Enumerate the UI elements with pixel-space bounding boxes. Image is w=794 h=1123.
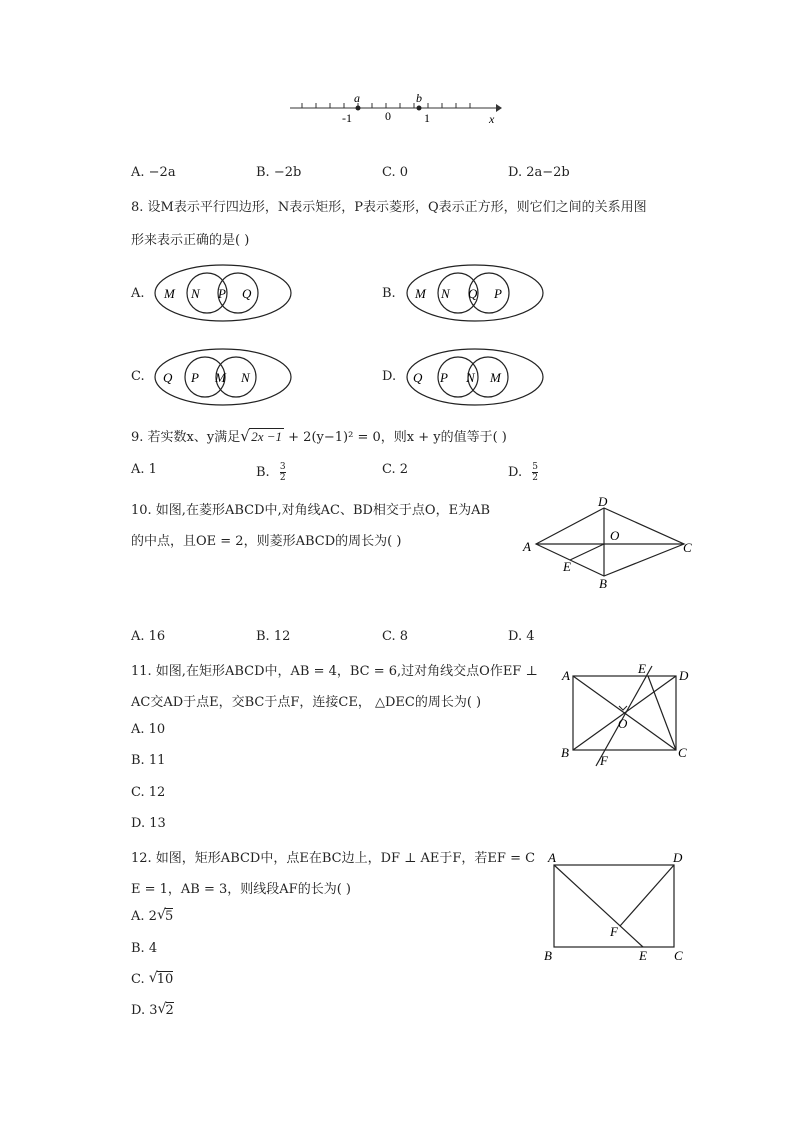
number-line-arrow [496, 104, 502, 112]
q11-label-D: D [679, 668, 689, 683]
q12-option-c-sqrt [149, 972, 174, 987]
venn-a-Q: Q [242, 286, 252, 301]
q8-stem-line2: 形来表示正确的是( ) [131, 233, 250, 248]
q12-option-a [131, 909, 173, 924]
q11-label-A: A [562, 668, 570, 683]
q12-option-d-radicand: 2 [165, 1003, 174, 1018]
venn-c-N: N [241, 370, 250, 385]
q12-rectangle-figure [538, 848, 698, 966]
q8-option-b-label: B. [382, 286, 396, 301]
q11-label-F: F [600, 753, 608, 768]
q12-option-d [131, 1003, 174, 1018]
q9-b-numerator: 3 [279, 462, 286, 472]
q7-option-a: A. −2a [131, 165, 176, 180]
q9-fraction-d [532, 462, 538, 483]
q9-option-a: A. 1 [131, 462, 157, 477]
q11-option-c: C. 12 [131, 785, 166, 800]
q8-venn-d [402, 344, 550, 410]
q11-label-E: E [638, 661, 646, 676]
venn-c-Q: Q [163, 370, 173, 385]
q7-option-c: C. 0 [382, 165, 409, 180]
q8-venn-a [150, 260, 298, 326]
q10-option-d: D. 4 [508, 629, 535, 644]
q10-option-a: A. 16 [131, 629, 166, 644]
q9-option-b-label: B. [256, 465, 270, 480]
q8-stem-line1: 8. 设M表示平行四边形，N表示矩形，P表示菱形，Q表示正方形，则它们之间的关系用图 [131, 200, 647, 215]
venn-c-P: P [191, 370, 199, 385]
q9-b-denominator: 2 [279, 473, 286, 483]
q11-stem-line1: 11. 如图,在矩形ABCD中，AB = 4，BC = 6,过对角线交点O作EF ⊥ [131, 664, 538, 679]
number-line-ticks [302, 103, 470, 108]
q9-option-b [256, 462, 286, 483]
q12-option-d-sqrt [158, 1003, 174, 1018]
q10-rhombus-figure [518, 494, 698, 594]
q12-label-F: F [610, 924, 618, 939]
q11-label-B: B [561, 745, 569, 760]
q10-label-B: B [599, 576, 607, 591]
q11-stem-line2: AC交AD于点E，交BC于点F，连接CE， △DEC的周长为( ) [131, 695, 482, 710]
q9-stem-pre: 9. 若实数x、y满足 [131, 430, 241, 445]
q12-option-a-sqrt [157, 909, 173, 924]
q10-stem-line1: 10. 如图,在菱形ABCD中,对角线AC、BD相交于点O，E为AB [131, 503, 491, 518]
label-b: b [416, 91, 422, 105]
q12-option-c [131, 972, 173, 987]
q9-stem [131, 426, 507, 445]
q12-stem-line2: E = 1，AB = 3，则线段AF的长为( ) [131, 882, 351, 897]
q9-stem-post: + 2(y−1)² = 0，则x + y的值等于( ) [284, 430, 507, 445]
point-a [356, 106, 361, 111]
point-b [417, 106, 422, 111]
venn-b-M: M [415, 286, 426, 301]
label-neg1: -1 [342, 111, 352, 125]
q9-d-numerator: 5 [532, 462, 538, 472]
venn-b-P: P [494, 286, 502, 301]
q11-label-O: O [618, 716, 628, 731]
q12-option-d-pre: D. 3 [131, 1003, 158, 1018]
q7-option-d: D. 2a−2b [508, 165, 570, 180]
q9-option-c: C. 2 [382, 462, 409, 477]
radical-sign-icon: √ [156, 907, 166, 923]
venn-b-N: N [441, 286, 450, 301]
q10-option-c: C. 8 [382, 629, 409, 644]
venn-c-M: M [215, 370, 226, 385]
q12-label-C: C [674, 948, 683, 963]
q12-stem-line1: 12. 如图，矩形ABCD中，点E在BC边上，DF ⊥ AE于F，若EF = C [131, 851, 536, 866]
q12-label-A: A [548, 850, 556, 865]
q11-option-b: B. 11 [131, 753, 166, 768]
q10-stem-line2: 的中点，且OE = 2，则菱形ABCD的周长为( ) [131, 534, 402, 549]
q10-option-b: B. 12 [256, 629, 291, 644]
q8-option-c-label: C. [131, 369, 145, 384]
radical-sign-icon: √ [157, 1001, 167, 1017]
q7-option-b: B. −2b [256, 165, 302, 180]
q10-label-O: O [610, 528, 620, 543]
q8-venn-b [402, 260, 550, 326]
radical-sign-icon: √ [148, 970, 158, 986]
q12-label-B: B [544, 948, 552, 963]
q12-option-c-radicand: 10 [156, 972, 174, 987]
venn-d-P: P [440, 370, 448, 385]
q8-venn-c [150, 344, 298, 410]
q11-option-a: A. 10 [131, 722, 166, 737]
venn-d-M: M [490, 370, 501, 385]
venn-d-Q: Q [413, 370, 423, 385]
label-a: a [354, 91, 360, 105]
q11-option-d: D. 13 [131, 816, 166, 831]
venn-d-N: N [466, 370, 475, 385]
q11-rectangle-figure [556, 660, 706, 772]
venn-a-M: M [164, 286, 175, 301]
q10-label-C: C [683, 540, 692, 555]
venn-a-N: N [191, 286, 200, 301]
venn-a-P: P [218, 286, 226, 301]
radical-sign-icon: √ [240, 427, 250, 445]
q9-sqrt [240, 429, 284, 445]
venn-b-Q: Q [468, 286, 478, 301]
q9-radicand: 2x −1 [251, 429, 283, 444]
number-line-figure [280, 90, 520, 130]
q11-label-C: C [678, 745, 687, 760]
q10-label-E: E [563, 559, 571, 574]
q8-option-a-label: A. [131, 286, 145, 301]
q12-label-D: D [673, 850, 683, 865]
q8-option-d-label: D. [382, 369, 397, 384]
q9-option-d-label: D. [508, 465, 523, 480]
label-zero: 0 [385, 109, 391, 123]
q12-label-E: E [639, 948, 647, 963]
q9-fraction-b [280, 462, 286, 483]
q12-option-b: B. 4 [131, 941, 158, 956]
q12-option-a-radicand: 5 [164, 909, 174, 924]
q9-option-d [508, 462, 538, 483]
q9-d-denominator: 2 [532, 473, 538, 483]
q12-option-c-pre: C. [131, 972, 149, 987]
label-x: x [489, 112, 495, 126]
q12-option-a-pre: A. 2 [131, 909, 157, 924]
q10-label-A: A [523, 539, 531, 554]
q10-label-D: D [598, 494, 608, 509]
label-one: 1 [424, 111, 430, 125]
